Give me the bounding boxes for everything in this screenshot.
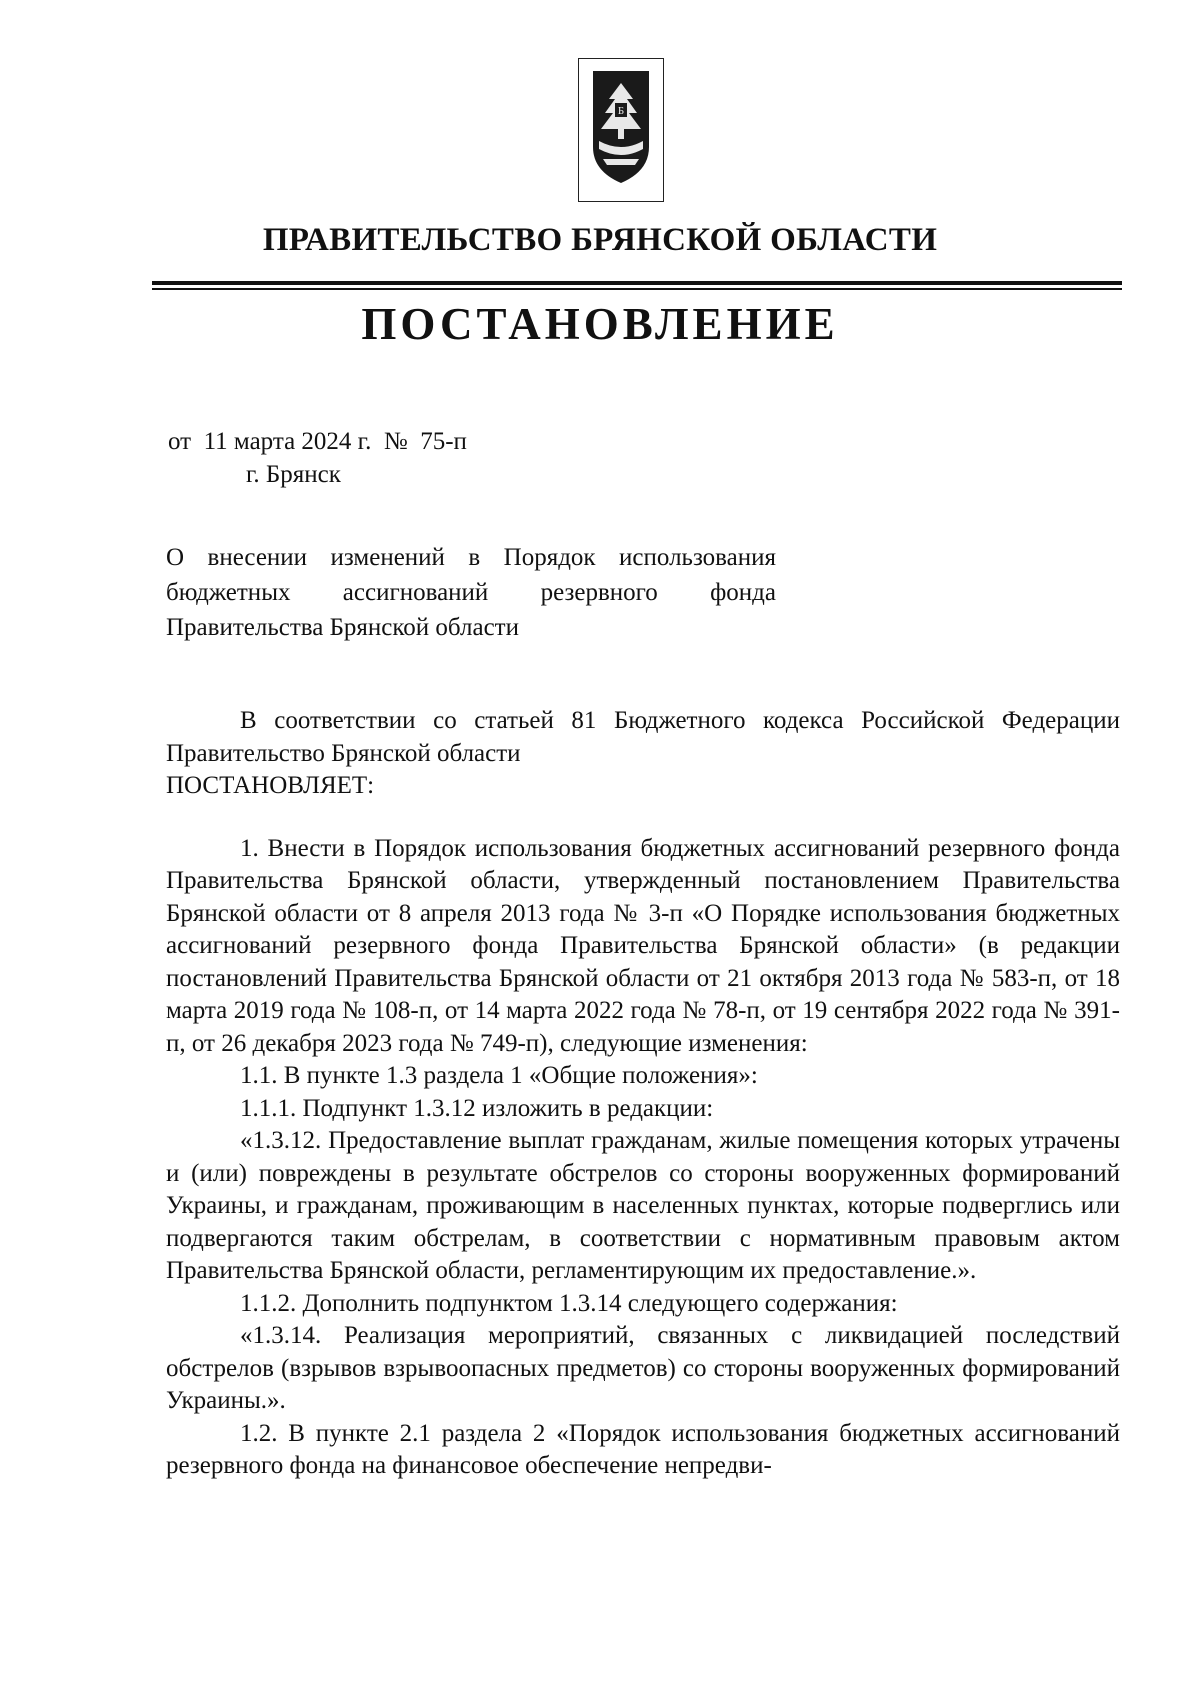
body-paragraph: 1.1.2. Дополнить подпунктом 1.3.14 следующего содержания: bbox=[240, 1289, 898, 1317]
coat-of-arms-emblem bbox=[578, 58, 664, 202]
svg-text:Б: Б bbox=[617, 105, 625, 117]
coat-of-arms-icon bbox=[589, 69, 653, 191]
decree-subject bbox=[166, 540, 776, 645]
subject-line: Правительства Брянской области bbox=[166, 614, 519, 641]
subject-line: бюджетных ассигнований резервного фонда bbox=[166, 579, 776, 606]
body-paragraph: 1.1. В пункте 1.3 раздела 1 «Общие положения»: bbox=[240, 1062, 758, 1089]
decree-city: г. Брянск bbox=[246, 461, 341, 488]
header-divider-thick bbox=[152, 281, 1122, 285]
body-paragraph: «1.3.14. Реализация мероприятий, связанных с ликвидацией последствий обстрелов (взрывов взрывоопасных предметов) со стороны вооруженных формирований Украины.». bbox=[166, 1322, 1120, 1414]
body-paragraph: 1.1.1. Подпункт 1.3.12 изложить в редакции: bbox=[240, 1094, 714, 1122]
decree-date-number: от 11 марта 2024 г. № 75-п bbox=[168, 428, 467, 455]
subject-line: О внесении изменений в Порядок использования bbox=[166, 544, 776, 571]
body-paragraph: 1. Внести в Порядок использования бюджетных ассигнований резервного фонда Правительства Брянской области, утвержденный постановлением Правительства Брянской области от 8 апреля 2013 года № 3-п «О Порядке использования бюджетных ассигнований резервного фонда Правительства Брянской области» (в редакции постановлений Правительства Брянской области от 21 октября 2013 года № 583-п, от 18 марта 2019 года № 108-п, от 14 марта 2022 года № 78-п, от 19 сентября 2022 года № 391-п, от 26 декабря 2023 года № 749-п), следующие изменения: bbox=[166, 834, 1120, 1057]
header-divider-thin bbox=[152, 288, 1122, 290]
resolves-heading: ПОСТАНОВЛЯЕТ: bbox=[166, 772, 375, 799]
government-title: ПРАВИТЕЛЬСТВО БРЯНСКОЙ ОБЛАСТИ bbox=[262, 222, 938, 258]
preamble-paragraph: В соответствии со статьей 81 Бюджетного кодекса Российской Федерации Правительство Брянской области bbox=[166, 707, 1120, 767]
body-paragraph: «1.3.12. Предоставление выплат гражданам, жилые помещения которых утрачены и (или) повреждены в результате обстрелов со стороны вооруженных формирований Украины, и гражданам, проживающим в населенных пунктах, которые подверглись или подвергаются таким обстрелам, в соответствии с нормативным правовым актом Правительства Брянской области, регламентирующим их предоставление.». bbox=[166, 1127, 1120, 1284]
document-type-title: ПОСТАНОВЛЕНИЕ bbox=[361, 299, 839, 349]
decree-body bbox=[166, 705, 1120, 1483]
body-paragraph: 1.2. В пункте 2.1 раздела 2 «Порядок использования бюджетных ассигнований резервного фонда на финансовое обеспечение непредви- bbox=[166, 1419, 1120, 1479]
